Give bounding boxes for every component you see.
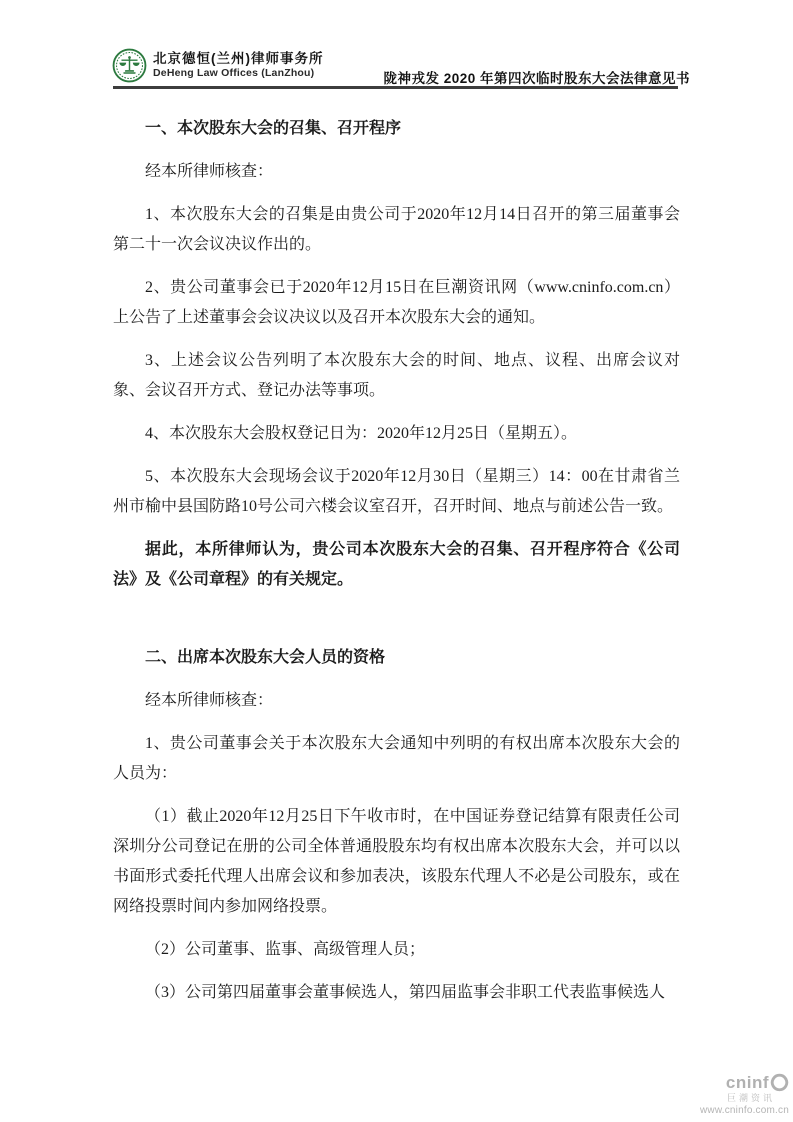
- section-1-paragraph: 1、本次股东大会的召集是由贵公司于2020年12月14日召开的第三届董事会第二十一次会议决议作出的。: [113, 206, 680, 253]
- cninfo-url: www.cninfo.com.cn: [700, 1105, 789, 1116]
- section-2-heading: 二、出席本次股东大会人员的资格: [145, 649, 386, 666]
- deheng-scales-logo-icon: [112, 48, 147, 83]
- firm-name-english: DeHeng Law Offices (LanZhou): [153, 67, 315, 79]
- section-2-paragraph: 1、贵公司董事会关于本次股东大会通知中列明的有权出席本次股东大会的人员为：: [113, 735, 680, 782]
- section-1-paragraph: 5、本次股东大会现场会议于2020年12月30日（星期三）14：00在甘肃省兰州市榆中县国防路10号公司六楼会议室召开，召开时间、地点与前述公告一致。: [113, 468, 680, 515]
- header-divider: [113, 86, 678, 89]
- section-2-paragraph: （3）公司第四届董事会董事候选人，第四届监事会非职工代表监事候选人: [145, 984, 666, 1001]
- section-1-paragraph: 3、上述会议公告列明了本次股东大会的时间、地点、议程、出席会议对象、会议召开方式、登记办法等事项。: [113, 352, 680, 399]
- cninfo-brand-chinese: 巨潮资讯: [726, 1093, 775, 1103]
- firm-name-block: [153, 50, 324, 80]
- section-2-paragraph: （1）截止2020年12月25日下午收市时，在中国证券登记结算有限责任公司深圳分公司登记在册的公司全体普通股股东均有权出席本次股东大会，并可以以书面形式委托代理人出席会议和参加表决，该股东代理人不必是公司股东，或在网络投票时间内参加网络投票。: [113, 808, 680, 915]
- section-1-paragraph: 4、本次股东大会股权登记日为：2020年12月25日（星期五）。: [145, 425, 578, 442]
- section-2-paragraph: （2）公司董事、监事、高级管理人员；: [145, 941, 426, 958]
- section-2-paragraph: 经本所律师核查：: [145, 692, 274, 709]
- header-document-title: 陇神戎发 2020 年第四次临时股东大会法律意见书: [383, 71, 690, 86]
- firm-name-chinese: 北京德恒(兰州)律师事务所: [153, 51, 324, 66]
- section-1-paragraph: 2、贵公司董事会已于2020年12月15日在巨潮资讯网（www.cninfo.com.cn）上公告了上述董事会会议决议以及召开本次股东大会的通知。: [113, 279, 680, 326]
- section-1-paragraph: 经本所律师核查：: [145, 163, 274, 180]
- cninfo-brand-text: cninf: [725, 1073, 769, 1092]
- section-1-heading: 一、本次股东大会的召集、召开程序: [145, 120, 402, 137]
- cninfo-watermark: [700, 1073, 789, 1116]
- document-body: [113, 114, 680, 1021]
- cninfo-swirl-icon: [770, 1073, 789, 1092]
- section-1-conclusion: 据此，本所律师认为，贵公司本次股东大会的召集、召开程序符合《公司法》及《公司章程》的有关规定。: [113, 541, 680, 588]
